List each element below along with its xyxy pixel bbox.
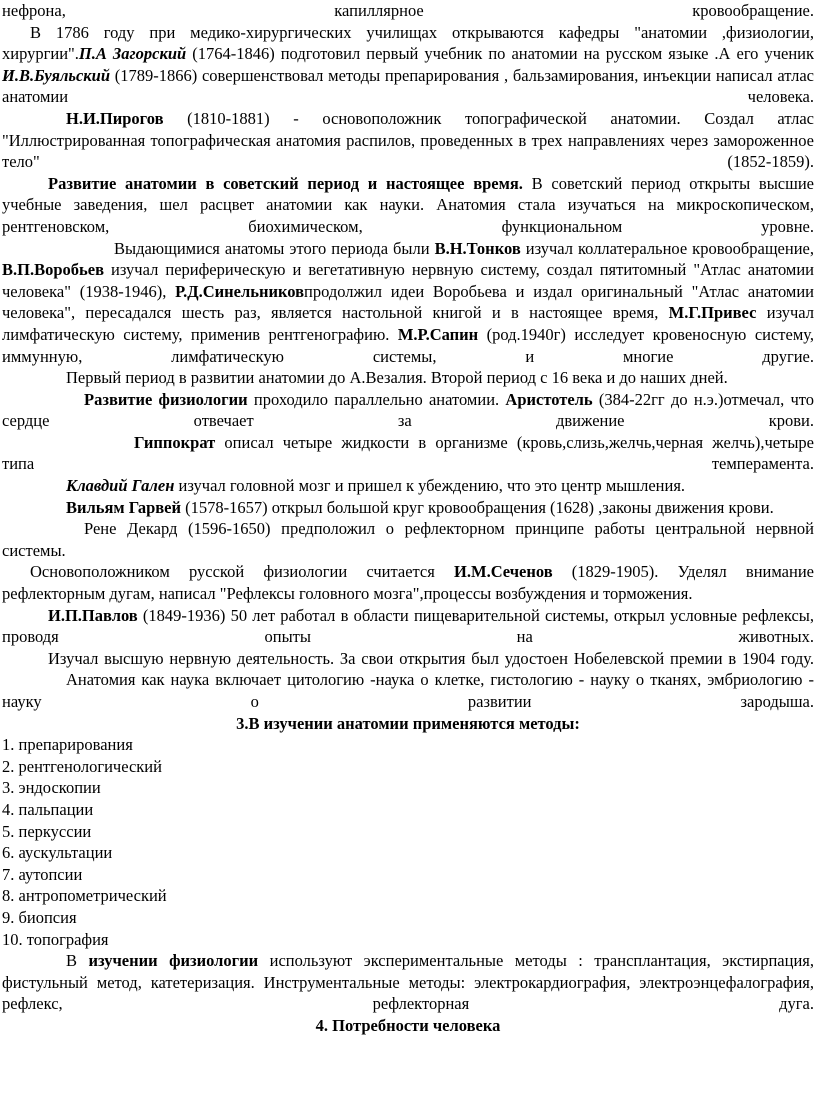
text: (1829-1905). Уделял внимание рефлекторным дугам, написал "Рефлексы головного мозга",процессы возбуждения и торможения. [2, 562, 814, 604]
text: Основоположником русской физиологии считается [30, 562, 455, 582]
name-buyalsky: И.В.Буяльский [2, 65, 110, 85]
paragraph-nephron [0, 0, 816, 22]
name-zagorsky: П.А Загорский [78, 44, 187, 64]
text: (род.1940г) исследует кровеносную систему, иммунную, лимфатическую системы, и многие другие. [2, 324, 814, 366]
section-3-heading: 3.В изучении анатомии применяются методы: [236, 713, 580, 733]
name-aristotle: Аристотель [505, 389, 593, 409]
list-item: 8. антропометрический [2, 886, 167, 906]
text: (1578-1657) открыл большой круг кровообращения (1628) ,законы движения крови. [181, 497, 774, 517]
paragraph-anatomy-includes [0, 669, 816, 712]
paragraph-1786 [0, 22, 816, 108]
name-vorobyev: В.П.Воробьев [2, 260, 104, 280]
list-item: 4. пальпации [2, 799, 94, 819]
name-sechenov: И.М.Сеченов [454, 562, 553, 582]
name-pirogov: Н.И.Пирогов [66, 108, 164, 128]
paragraph-periods [0, 367, 816, 389]
paragraph-pavlov [0, 605, 816, 648]
paragraph-hippocrates [0, 432, 816, 475]
text: (1810-1881) - основоположник топографической анатомии. Создал атлас "Иллюстрированная топографическая анатомия распилов, проведенных в трех направлениях через замороженное тело" (1852-1859). [2, 108, 814, 172]
paragraph-harvey [0, 497, 816, 519]
text: В 1786 году при медико-хирургических училищах открываются кафедры "анатомии ,физиологии, хирургии". [2, 22, 814, 64]
paragraph-nobel [0, 648, 816, 670]
text: (1849-1936) 50 лет работал в области пищеварительной системы, открыл условные рефлексы, проводя опыты на животных. [2, 605, 814, 647]
text: Анатомия как наука включает цитологию -наука о клетке, гистологию - науку о тканях, эмбриологию - науку о развитии зародыша. [2, 670, 814, 711]
paragraph-physiology-methods [0, 950, 816, 1015]
name-prives: М.Г.Привес [668, 303, 757, 323]
text: нефрона, капиллярное кровообращение. [2, 1, 814, 20]
text: Изучал высшую нервную деятельность. За свои открытия был удостоен Нобелевской премии в 1904 году. [48, 648, 814, 668]
paragraph-soviet-period [0, 173, 816, 238]
paragraph-physiology [0, 389, 816, 432]
text: изучал головной мозг и пришел к убеждению, что это центр мышления. [174, 476, 686, 496]
name-pavlov: И.П.Павлов [48, 605, 138, 625]
paragraph-galen [0, 475, 816, 497]
text: (384-22гг до н.э.)отмечал, что сердце отвечает за движение крови. [2, 389, 815, 431]
text: используют экспериментальные методы : трансплантация, экстирпация, фистульный метод, катетеризация. Инструментальные методы: электрокардиография, электроэнцефалография, рефлекс, рефлекторная дуга. [2, 951, 814, 1014]
paragraph-anatomists [0, 238, 816, 368]
text: В советский период открыты высшие учебные заведения, шел расцвет анатомии как науки. Анатомия стала изучаться на микроскопическом, рентгеновском, биохимическом, функциональном уровне. [2, 173, 814, 236]
text: продолжил идеи Воробьева и издал оригинальный "Атлас анатомии человека", пересадался шесть раз, является настольной книгой и в настоящее время, [2, 281, 814, 323]
paragraph-descartes [0, 518, 816, 561]
text: описал четыре жидкости в организме (кровь,слизь,желчь,черная желчь),четыре типа темперамента. [2, 432, 814, 474]
text: (1764-1846) подготовил первый учебник по анатомии на русском языке .А его ученик [186, 44, 814, 64]
list-item: 5. перкуссии [2, 821, 92, 841]
paragraph-sechenov [0, 561, 816, 604]
list-item: 2. рентгенологический [2, 756, 162, 776]
text: изучал лимфатическую систему, применив рентгенографию. [2, 303, 814, 344]
text: Рене Декард (1596-1650) предположил о рефлекторном принципе работы центральной нервной системы. [2, 519, 814, 560]
list-item: 7. аутопсии [2, 864, 83, 884]
text: (1789-1866) совершенствовал методы препарирования , бальзамирования, инъекции написал атлас анатомии человека. [2, 65, 814, 107]
text: Выдающимися анатомы этого периода были [114, 238, 435, 258]
section-4-heading: 4. Потребности человека [315, 1015, 501, 1035]
list-item: 6. аускультации [2, 843, 113, 863]
list-item: 10. топография [2, 929, 109, 949]
name-sapin: М.Р.Сапин [397, 324, 479, 344]
text: изучал периферическую и вегетативную нервную систему, создал пятитомный "Атлас анатомии человека" (1938-1946), [2, 260, 814, 301]
name-galen: Клавдий Гален [66, 476, 175, 496]
name-hippocrates: Гиппократ [134, 432, 216, 452]
list-item: 3. эндоскопии [2, 778, 101, 798]
name-sinelnikov: Р.Д.Синельников [175, 281, 305, 301]
methods-list [0, 734, 816, 950]
name-harvey: Вильям Гарвей [66, 497, 182, 517]
text: Первый период в развитии анатомии до А.Везалия. Второй период с 16 века и до наших дней. [66, 368, 728, 388]
text: изучал коллатеральное кровообращение, [520, 238, 814, 258]
heading-physiology-study: изучении физиологии [88, 951, 259, 971]
list-item: 1. препарирования [2, 735, 133, 755]
text: В [66, 951, 89, 971]
paragraph-pirogov [0, 108, 816, 173]
text: проходило параллельно анатомии. [247, 389, 506, 409]
heading-physiology: Развитие физиологии [84, 389, 248, 409]
heading-soviet-period: Развитие анатомии в советский период и настоящее время. [48, 173, 523, 193]
list-item: 9. биопсия [2, 907, 77, 927]
name-tonkov: В.Н.Тонков [434, 238, 521, 258]
